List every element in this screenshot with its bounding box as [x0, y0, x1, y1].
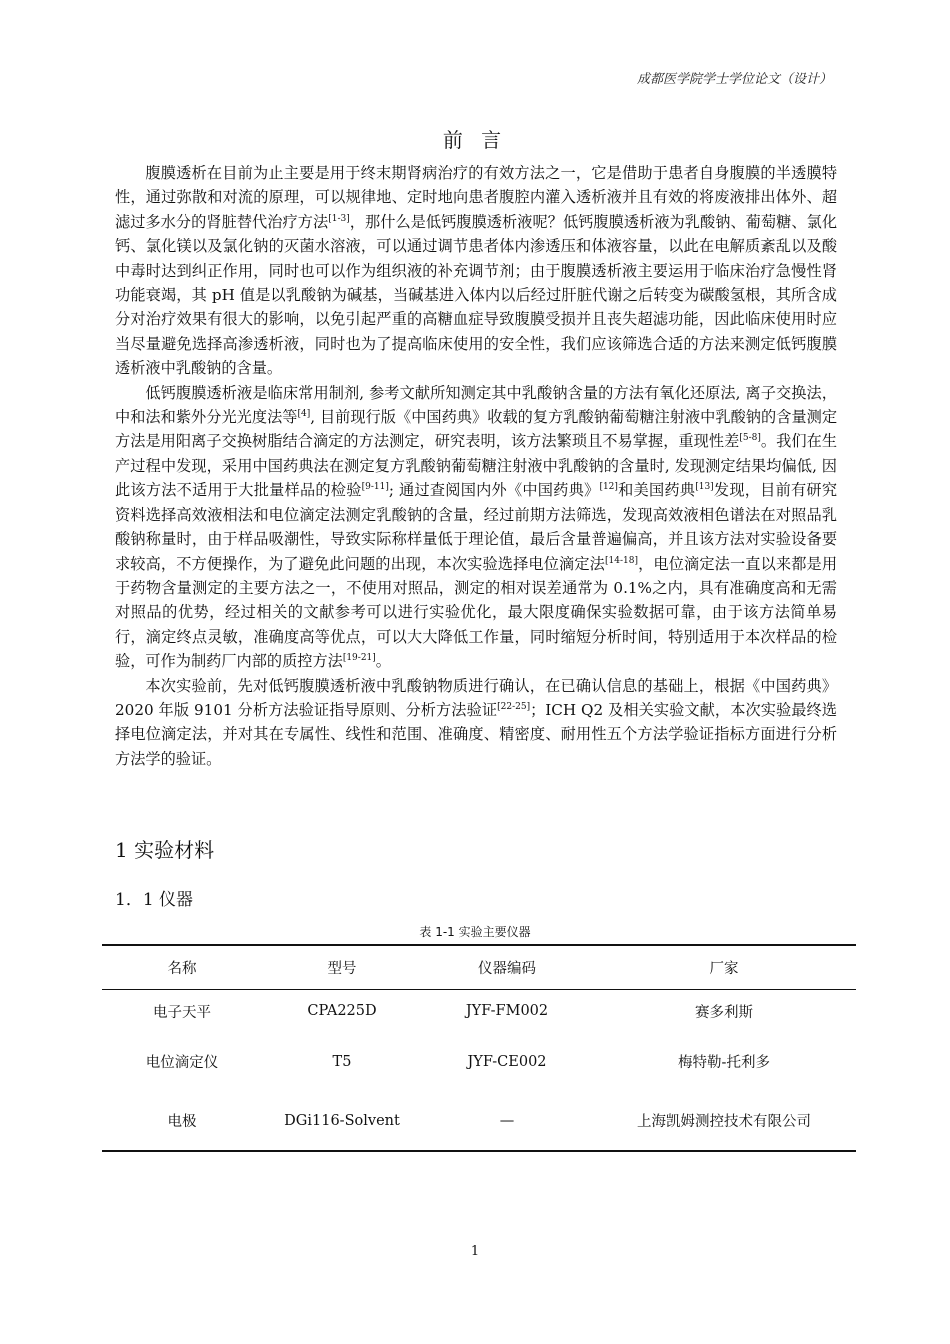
preface-body: [115, 161, 837, 771]
table-cell: 上海凯姆测控技术有限公司: [637, 1114, 811, 1130]
paragraph-text: 腹膜透析在目前为止主要是用于终末期肾病治疗的有效方法之一，它是借助于患者自身腹膜的半透膜特性，通过弥散和对流的原理，可以规律地、定时地向患者腹腔内灌入透析液并且有效的将废液排出体外、超滤过多水分的肾脏替代治疗方法: [115, 164, 837, 231]
citation-ref: [5-8]: [739, 433, 761, 444]
header-cell-name: 名称: [167, 961, 197, 977]
header-cell-code: 仪器编码: [478, 961, 536, 977]
citation-ref: [9-11]: [361, 482, 389, 493]
citation-ref: [14-18]: [604, 555, 638, 566]
subsection-heading-1-1: 1．1 仪器: [115, 890, 194, 910]
paragraph-text: 本次实验前，先对低钙腹膜透析液中乳酸钠物质进行确认，在已确认信息的基础上，根据《中国药典》2020 年版 9101 分析方法验证指导原则、分析方法验证: [115, 676, 837, 719]
table-cell: 电位滴定仪: [145, 1055, 219, 1071]
paragraph-text: 和美国药典: [617, 481, 696, 500]
table-caption: 表 1-1 实验主要仪器: [419, 925, 531, 939]
paragraph-text: ，那什么是低钙腹膜透析液呢？低钙腹膜透析液为乳酸钠、葡萄糖、氯化钙、氯化镁以及氯化钠的灭菌水溶液，可以通过调节患者体内渗透压和体液容量，以此在电解质紊乱以及酸中毒时达到纠正作用，同时也可以作为组织液的补充调节剂；由于腹膜透析液主要运用于临床治疗急慢性肾功能衰竭，其 pH 值是以乳酸钠为碱基，当碱基进入体内以后经过肝脏代谢之后转变为碳酸氢根，其所含成分对治疗效果有很大的影响，以免引起严重的高糖血症导致腹膜受损并且丧失超滤功能，因此临床使用时应当尽量避免选择高渗透析液，同时也为了提高临床使用的安全性，我们应该筛选合适的方法来测定低钙腹膜透析液中乳酸钠的含量。: [115, 212, 838, 378]
table-cell: 电极: [167, 1114, 197, 1130]
table-cell: CPA225D: [307, 1003, 377, 1019]
citation-ref: [22-25]: [497, 701, 531, 712]
paragraph-text: 低钙腹膜透析液是临床常用制剂, 参考文献所知测定其中乳酸钠含量的方法有氧化还原法, 离子交换法，中和法和紫外分光光度法等: [115, 383, 837, 427]
table-cell: DGi116-Solvent: [284, 1112, 400, 1129]
citation-ref: [4]: [297, 409, 311, 419]
header-cell-maker: 厂家: [709, 961, 739, 977]
table-cell: 电子天平: [153, 1004, 211, 1021]
paragraph-text: ，电位滴定法一直以来都是用于药物含量测定的主要方法之一，不使用对照品，测定的相对误差通常为 0.1%之内，具有准确度高和无需对照品的优势，经过相关的文献参考可以进行实验优化，最大限度确保实验数据可靠，由于该方法简单易行，滴定终点灵敏，准确度高等优点，可以大大降低工作量，同时缩短分析时间，特别适用于本次样品的检验，可作为制药厂内部的质控方法: [115, 554, 838, 671]
table-cell: 赛多利斯: [695, 1004, 753, 1021]
citation-ref: [1-3]: [328, 213, 350, 224]
paragraph-text: 。: [375, 652, 391, 671]
table-cell: JYF-CE002: [467, 1053, 547, 1070]
paragraph-text: 发现，目前有研究资料选择高效液相法和电位滴定法测定乳酸钠的含量，经过前期方法筛选，发现高效液相色谱法在对照品乳酸钠称量时，由于样品吸潮性，导致实际称样量低于理论值，最后含量普遍偏高，并且该方法对实验设备要求较高，不方便操作，为了避免此问题的出现，本次实验选择电位滴定法: [115, 481, 838, 573]
table-header-row: [102, 945, 856, 990]
section-title-preface: 前 言: [442, 128, 508, 152]
paragraph: [115, 381, 837, 674]
table-row: [102, 1091, 856, 1151]
paragraph-text: ；ICH Q2 及相关实验文献，本次实验最终选择电位滴定法，并对其在专属性、线性和范围、准确度、精密度、耐用性五个方法学验证指标方面进行分析方法学的验证。: [115, 700, 837, 768]
paragraph-text: , 目前现行版《中国药典》收载的复方乳酸钠葡萄糖注射液中乳酸钠的含量测定方法是用阳离子交换树脂结合滴定的方法测定，研究表明，该方法繁琐且不易掌握，重现性差: [115, 408, 838, 451]
table-row: [102, 990, 856, 1033]
citation-ref: [19-21]: [342, 653, 376, 664]
citation-ref: [12]: [599, 482, 618, 493]
table-cell: T5: [332, 1053, 352, 1070]
section-heading-1: 1 实验材料: [115, 838, 215, 862]
citation-ref: [13]: [695, 482, 714, 493]
table-cell: —: [499, 1112, 515, 1129]
table-cell: JYF-FM002: [465, 1003, 549, 1019]
table-cell: 梅特勒-托利多: [678, 1055, 770, 1071]
paragraph: [115, 161, 837, 381]
page-number: 1: [470, 1244, 480, 1259]
running-header: 成都医学院学士学位论文（设计）: [636, 72, 832, 87]
instrument-table: [102, 944, 856, 1152]
paragraph-text: ; 通过查阅国内外《中国药典》: [388, 481, 600, 500]
paragraph: [115, 674, 837, 772]
table-row: [102, 1032, 856, 1091]
header-cell-model: 型号: [327, 961, 357, 977]
paragraph-text: 。我们在生产过程中发现，采用中国药典法在测定复方乳酸钠葡萄糖注射液中乳酸钠的含量时, 发现测定结果均偏低, 因此该方法不适用于大批量样品的检验: [115, 432, 838, 500]
